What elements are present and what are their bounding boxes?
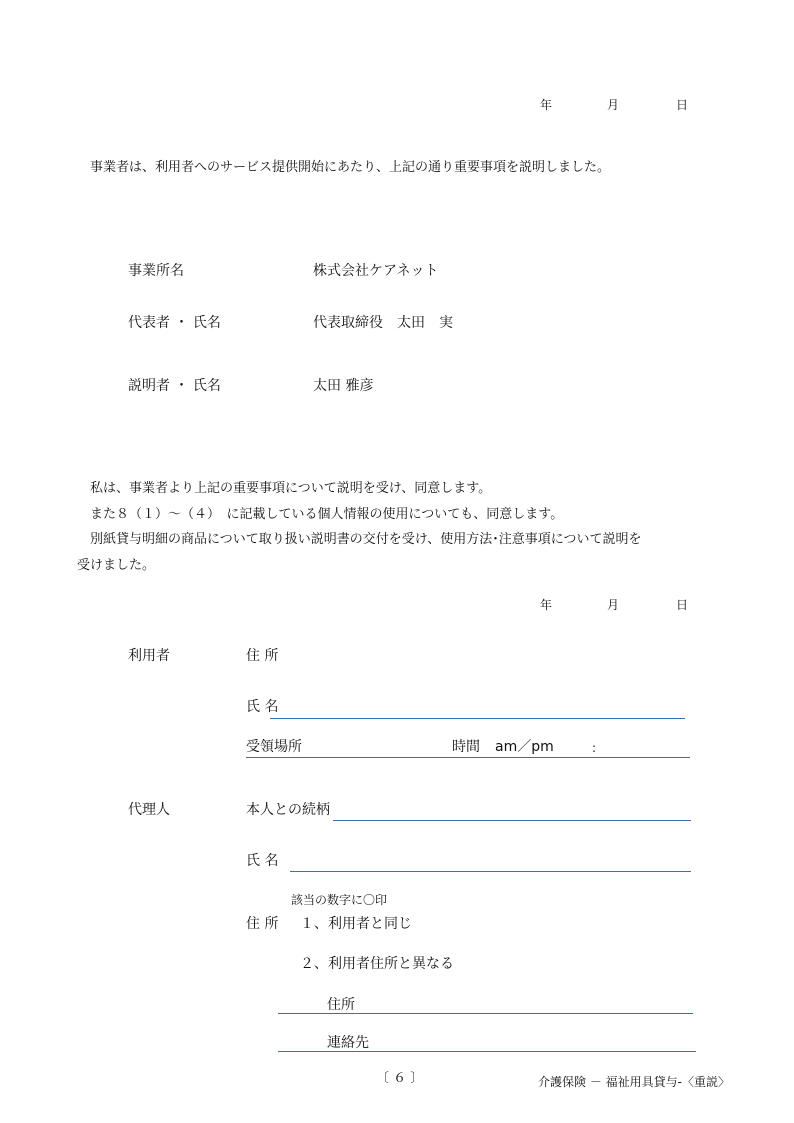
user-name-field[interactable] <box>270 718 685 719</box>
consent-line-3: 別紙貸与明細の商品について取り扱い説明書の交付を受け、使用方法･注意事項について説明を <box>90 532 642 547</box>
agent-address-field[interactable] <box>278 1013 693 1014</box>
time-colon: : <box>592 741 597 755</box>
representative-label: 代表者 ・ 氏名 <box>128 315 221 331</box>
agent-sub-address-label: 住所 <box>327 997 355 1013</box>
provider-statement: 事業者は、利用者へのサービス提供開始にあたり、上記の通り重要事項を説明しました。 <box>90 160 611 175</box>
date-month-label: 月 <box>607 98 620 112</box>
contact-field[interactable] <box>278 1051 696 1052</box>
agent-address-label: 住 所 <box>246 916 279 932</box>
agent-name-label: 氏 名 <box>246 853 279 869</box>
agent-name-field[interactable] <box>290 871 691 872</box>
office-name-label: 事業所名 <box>128 263 184 279</box>
user-address-label: 住 所 <box>246 648 279 664</box>
agent-heading: 代理人 <box>128 802 170 818</box>
consent-line-4: 受けました。 <box>77 558 156 573</box>
date2-month-label: 月 <box>607 598 620 612</box>
time-ampm: am／pm <box>495 739 554 755</box>
relation-field[interactable] <box>333 820 691 821</box>
time-label: 時間 <box>452 739 480 755</box>
date-year-label: 年 <box>540 98 553 112</box>
reception-place-label: 受領場所 <box>246 739 302 755</box>
relation-label: 本人との続柄 <box>246 802 330 818</box>
address-option-2: ２、利用者住所と異なる <box>300 956 454 972</box>
consent-line-1: 私は、事業者より上記の重要事項について説明を受け、同意します。 <box>90 481 492 496</box>
address-option-1: １、利用者と同じ <box>300 916 412 932</box>
page-number: 〔 ６ 〕 <box>376 1071 424 1086</box>
representative-value: 代表取締役 太田 実 <box>313 315 453 331</box>
footer-title: 介護保険 － 福祉用具貸与-〈重説〉 <box>538 1075 730 1089</box>
reception-place-field[interactable] <box>246 757 690 758</box>
date2-day-label: 日 <box>676 598 689 612</box>
consent-line-2: また８（１）～（４） に記載している個人情報の使用についても、同意します。 <box>90 507 564 522</box>
explainer-label: 説明者 ・ 氏名 <box>128 378 221 394</box>
user-name-label: 氏 名 <box>246 699 279 715</box>
explainer-value: 太田 雅彦 <box>313 378 374 394</box>
contact-label: 連絡先 <box>327 1035 369 1051</box>
date2-year-label: 年 <box>540 598 553 612</box>
date-day-label: 日 <box>676 98 689 112</box>
circle-note: 該当の数字に〇印 <box>291 893 388 907</box>
office-name-value: 株式会社ケアネット <box>313 263 439 279</box>
user-heading: 利用者 <box>128 648 170 664</box>
